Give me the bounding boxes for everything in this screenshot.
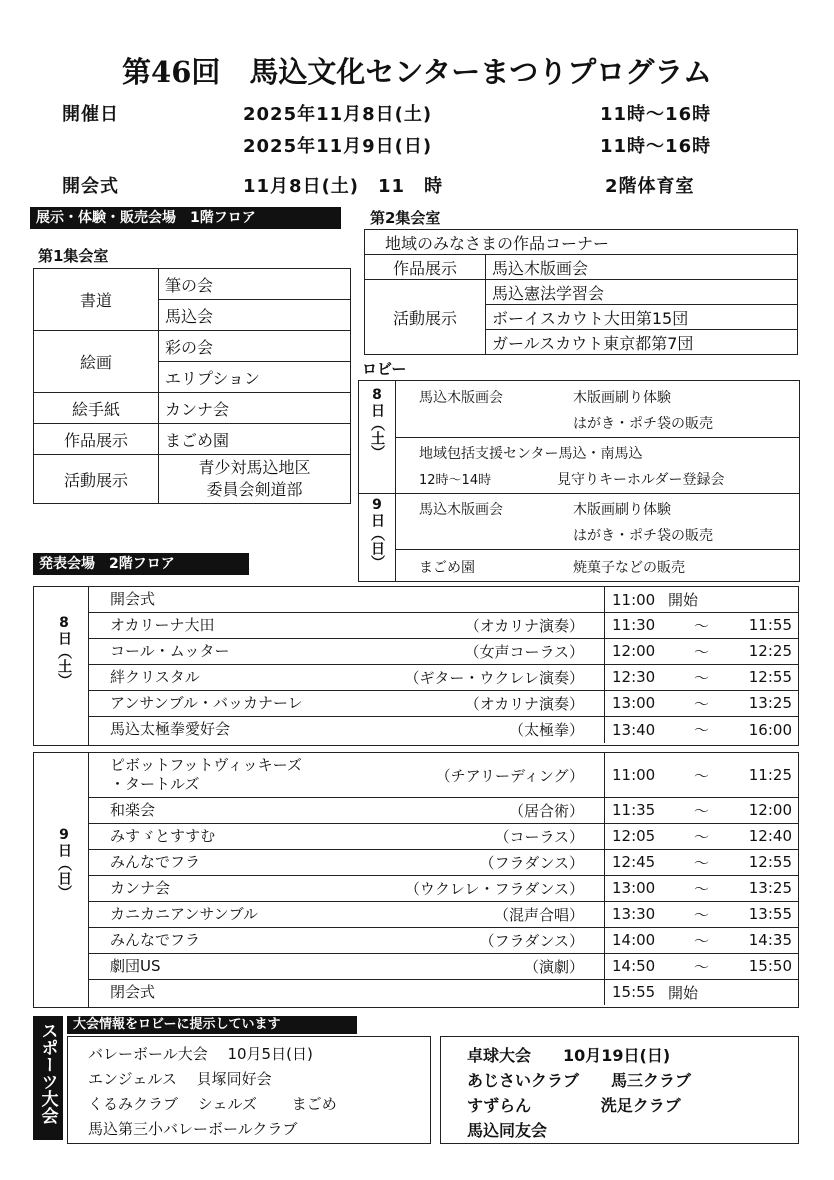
- time-separator: ～: [694, 766, 710, 785]
- room2-activity-group: 馬込憲法学習会: [486, 280, 798, 305]
- performer-name: カニカニアンサンブル: [110, 904, 259, 923]
- performer-name: オカリーナ大田: [110, 615, 215, 634]
- time-separator: ～: [694, 801, 710, 820]
- room1-group: 筆の会: [159, 269, 351, 300]
- room1-group: 彩の会: [159, 331, 351, 362]
- end-time: 15:50: [748, 957, 792, 975]
- lobby-box: [358, 380, 800, 582]
- performer-name: 劇団US: [110, 956, 161, 975]
- volleyball-line: 馬込第三小バレーボールクラブ: [88, 1120, 298, 1138]
- lobby-title: ロビー: [362, 360, 407, 378]
- day2-date: 2025年11月9日(日): [243, 136, 433, 157]
- sports-notice: 大会情報をロビーに提示しています: [67, 1016, 357, 1034]
- lobby-day8-label: 8日（土）: [369, 387, 385, 459]
- start-time: 11:00: [612, 766, 656, 784]
- performance-genre: （フラダンス）: [479, 853, 584, 872]
- performance-genre: （ギター・ウクレレ演奏）: [404, 668, 584, 687]
- floor2-heading: 発表会場 2階フロア: [33, 553, 249, 575]
- start-time: 14:00: [612, 931, 656, 949]
- end-time: 12:00: [748, 801, 792, 819]
- time-separator: ～: [694, 668, 710, 687]
- performer-name: 閉会式: [110, 982, 156, 1001]
- lobby-desc: 木版画刷り体験: [573, 502, 671, 518]
- schedule-row: [88, 638, 798, 665]
- room2-table: [364, 229, 798, 355]
- day2-time: 11時～16時: [600, 136, 712, 157]
- schedule-row: [88, 797, 798, 824]
- end-time: 11:25: [748, 766, 792, 784]
- schedule-row: [88, 664, 798, 691]
- tabletennis-box: [440, 1036, 799, 1144]
- start-time: 12:45: [612, 853, 656, 871]
- lobby-desc: はがき・ポチ袋の販売: [573, 416, 713, 432]
- start-time: 11:30: [612, 616, 656, 634]
- tabletennis-line: 馬込同友会: [467, 1121, 548, 1140]
- performer-name: 馬込太極拳愛好会: [110, 720, 231, 738]
- room1-group: 青少対馬込地区 委員会剣道部: [159, 455, 351, 504]
- performer-name: みんなでフラ: [110, 852, 201, 871]
- volleyball-title: バレーボール大会 10月5日(日): [88, 1045, 313, 1063]
- start-time: 13:00: [612, 694, 656, 712]
- room1-category: 絵画: [34, 331, 159, 393]
- schedule-row: [88, 823, 798, 850]
- schedule-row: [88, 875, 798, 902]
- lobby-desc: 見守りキーホルダー登録会: [557, 472, 725, 488]
- room1-category: 絵手紙: [34, 393, 159, 424]
- room2-corner: 地域のみなさまの作品コーナー: [365, 230, 798, 255]
- end-time: 開始: [668, 983, 699, 1002]
- tabletennis-line: すずらん 洗足クラブ: [467, 1096, 681, 1115]
- start-time: 13:40: [612, 720, 656, 739]
- lobby-desc: はがき・ポチ袋の販売: [573, 528, 713, 544]
- schedule-row: [88, 979, 798, 1005]
- performance-genre: （演劇）: [523, 957, 584, 976]
- end-time: 16:00: [748, 720, 792, 739]
- room1-title: 第1集会室: [38, 247, 109, 265]
- schedule-row: [88, 849, 798, 876]
- performance-genre: （コーラス）: [494, 827, 584, 846]
- start-time: 13:30: [612, 905, 656, 923]
- sports-label: スポーツ大会: [37, 1022, 58, 1124]
- performer-name: ピボットフットヴィッキーズ ・タートルズ: [110, 756, 302, 793]
- opening-date: 11月8日(土) 11 時: [243, 176, 444, 197]
- schedule-row: [88, 753, 798, 798]
- lobby-group: 12時～14時: [419, 473, 492, 488]
- time-separator: ～: [694, 853, 710, 872]
- room2-activity-group: ボーイスカウト大田第15団: [486, 305, 798, 330]
- start-time: 12:05: [612, 827, 656, 845]
- time-separator: ～: [694, 905, 710, 924]
- performer-name: 絆クリスタル: [110, 667, 200, 686]
- room2-exhibit-label: 作品展示: [365, 255, 486, 280]
- room1-table: [33, 268, 351, 504]
- time-separator: ～: [694, 827, 710, 846]
- room1-category: 活動展示: [34, 455, 159, 504]
- floor1-heading: 展示・体験・販売会場 1階フロア: [30, 207, 341, 229]
- room1-category: 作品展示: [34, 424, 159, 455]
- start-time: 15:55: [612, 983, 656, 1001]
- volleyball-box: [67, 1036, 431, 1144]
- opening-label: 開会式: [62, 176, 119, 197]
- start-time: 11:00: [612, 590, 656, 609]
- performance-genre: （太極拳）: [508, 721, 584, 739]
- performance-genre: （チアリーディング）: [435, 766, 584, 785]
- performance-genre: （オカリナ演奏）: [464, 616, 584, 635]
- end-time: 14:35: [748, 931, 792, 949]
- time-separator: ～: [694, 879, 710, 898]
- room1-group: エリプション: [159, 362, 351, 393]
- end-time: 11:55: [748, 616, 792, 634]
- tabletennis-line: あじさいクラブ 馬三クラブ: [467, 1071, 692, 1090]
- lobby-desc: 焼菓子などの販売: [573, 560, 685, 576]
- performance-genre: （居合術）: [508, 801, 584, 820]
- performer-name: カンナ会: [110, 878, 171, 897]
- page-title: 第46回 馬込文化センターまつりプログラム: [122, 55, 712, 89]
- time-separator: ～: [694, 957, 710, 976]
- day9-label: 9日（日）: [56, 827, 72, 899]
- schedule-row: [88, 612, 798, 639]
- lobby-group: 馬込木版画会: [419, 502, 503, 518]
- schedule-row: [88, 927, 798, 954]
- performance-genre: （女声コーラス）: [464, 642, 584, 661]
- start-time: 13:00: [612, 879, 656, 897]
- lobby-day9-label: 9日（日）: [369, 497, 385, 569]
- end-time: 13:25: [748, 694, 792, 712]
- end-time: 12:40: [748, 827, 792, 845]
- performance-genre: （フラダンス）: [479, 931, 584, 950]
- start-time: 12:30: [612, 668, 656, 686]
- performer-name: みんなでフラ: [110, 930, 201, 949]
- kaisai-label: 開催日: [62, 104, 119, 125]
- schedule-row: [88, 587, 798, 613]
- lobby-desc: 木版画刷り体験: [573, 390, 671, 406]
- time-separator: ～: [694, 721, 710, 739]
- lobby-group: まごめ園: [419, 560, 475, 576]
- end-time: 12:25: [748, 642, 792, 660]
- room1-category: 書道: [34, 269, 159, 331]
- end-time: 13:25: [748, 879, 792, 897]
- performance-genre: （混声合唱）: [493, 905, 584, 924]
- room1-group: 馬込会: [159, 300, 351, 331]
- performer-name: みすゞとすすむ: [110, 826, 216, 845]
- room2-activity-group: ガールスカウト東京都第7団: [486, 330, 798, 355]
- start-time: 12:00: [612, 642, 656, 660]
- room2-exhibit-group: 馬込木版画会: [486, 255, 798, 280]
- day9-schedule: [33, 752, 799, 1008]
- day8-label: 8日（土）: [56, 615, 72, 687]
- time-separator: ～: [694, 616, 710, 635]
- time-separator: ～: [694, 642, 710, 661]
- end-time: 開始: [668, 591, 699, 609]
- room1-group: まごめ園: [159, 424, 351, 455]
- performer-name: コール・ムッター: [110, 641, 230, 660]
- day1-time: 11時～16時: [600, 104, 712, 125]
- room2-activity-label: 活動展示: [365, 280, 486, 355]
- performance-genre: （ウクレレ・フラダンス）: [404, 879, 584, 898]
- performer-name: 和楽会: [110, 800, 156, 819]
- performer-name: アンサンブル・バッカナーレ: [110, 693, 303, 712]
- end-time: 12:55: [748, 853, 792, 871]
- start-time: 11:35: [612, 801, 656, 819]
- performer-name: 開会式: [110, 590, 156, 608]
- end-time: 12:55: [748, 668, 792, 686]
- day8-schedule: [33, 586, 799, 746]
- end-time: 13:55: [748, 905, 792, 923]
- time-separator: ～: [694, 931, 710, 950]
- lobby-group: 地域包括支援センター馬込・南馬込: [419, 446, 643, 462]
- volleyball-line: エンジェルス 貝塚同好会: [88, 1070, 272, 1088]
- schedule-row: [88, 953, 798, 980]
- lobby-group: 馬込木版画会: [419, 390, 503, 406]
- schedule-row: [88, 901, 798, 928]
- start-time: 14:50: [612, 957, 656, 975]
- performance-genre: （オカリナ演奏）: [464, 694, 584, 713]
- tabletennis-title: 卓球大会 10月19日(日): [467, 1046, 671, 1065]
- room1-group: カンナ会: [159, 393, 351, 424]
- sports-label-box: [33, 1016, 63, 1140]
- volleyball-line: くるみクラブ シェルズ まごめ: [88, 1095, 337, 1113]
- opening-place: 2階体育室: [605, 176, 695, 197]
- time-separator: ～: [694, 694, 710, 713]
- day1-date: 2025年11月8日(土): [243, 104, 433, 125]
- schedule-row: [88, 690, 798, 717]
- room2-title: 第2集会室: [370, 209, 441, 227]
- schedule-row: [88, 716, 798, 743]
